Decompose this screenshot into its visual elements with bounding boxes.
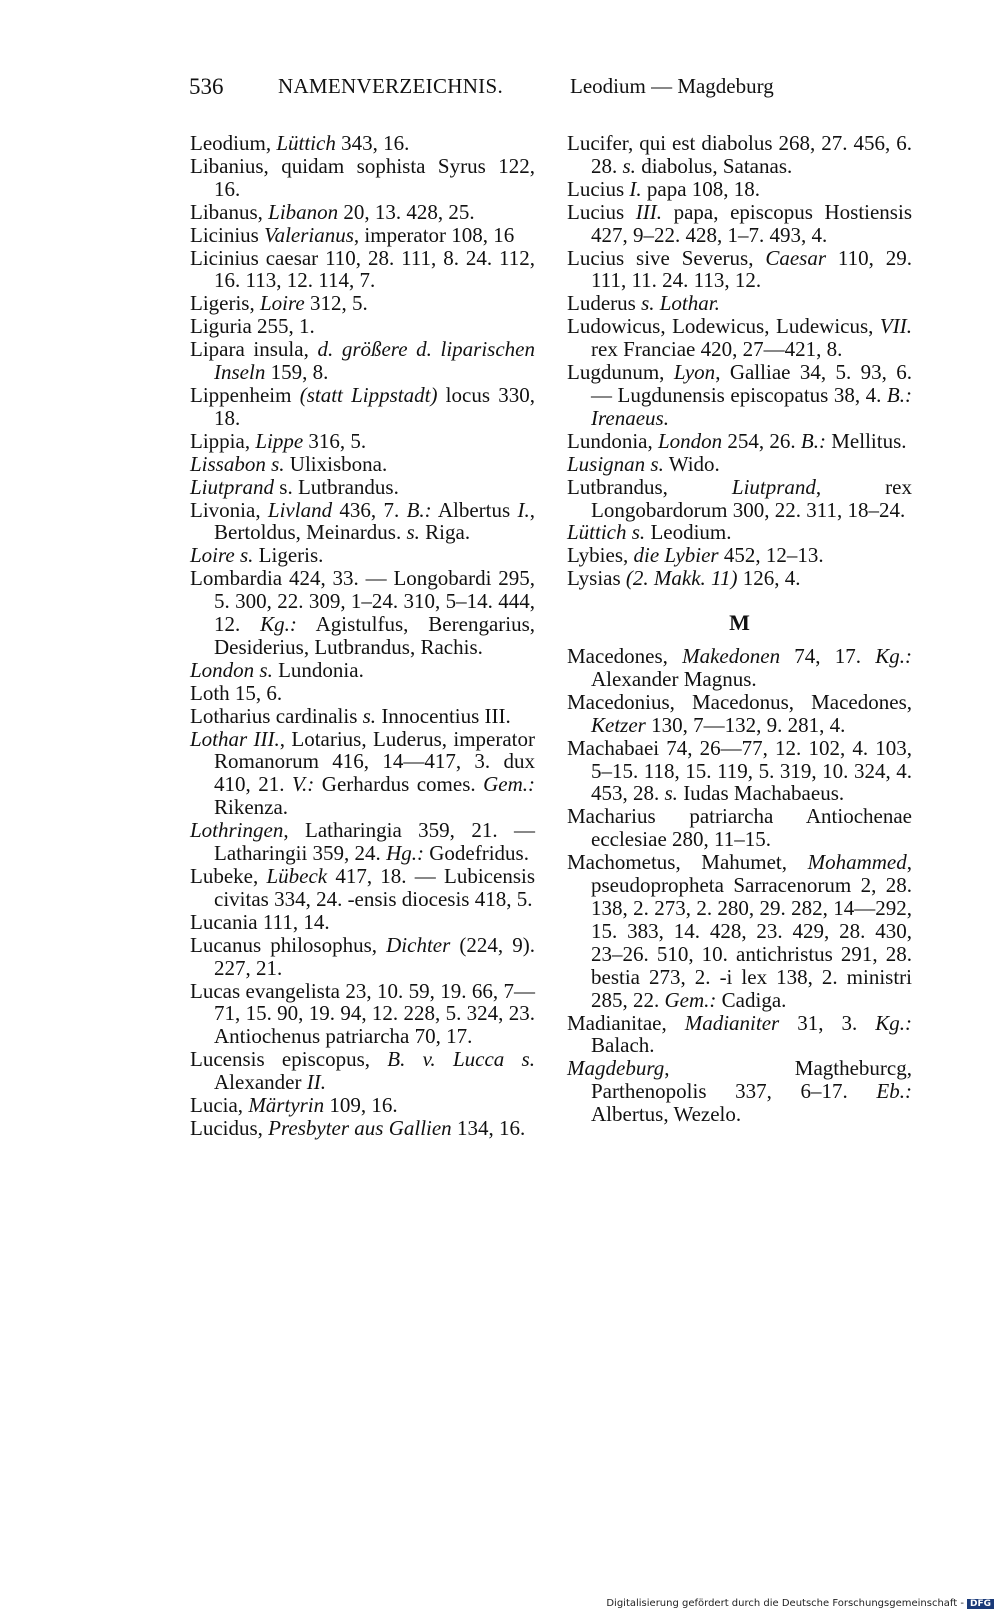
index-entry: Machometus, Mahumet, Mohammed, pseudopropheta Sarracenorum 2, 28. 138, 2. 273, 2. 280, 29. 282, 14—292, 15. 383, 14. 428, 23. 429, 28. 430, 23–26. 510, 10. antichristus 291, 28. bestia 273, 2. -i lex 138, 2. ministri 285, 22. Gem.: Cadiga.: [567, 850, 912, 1012]
index-entry: Machabaei 74, 26—77, 12. 102, 4. 103, 5–15. 118, 15. 119, 5. 319, 10. 324, 4. 453, 28. s. Iudas Machabaeus.: [567, 735, 912, 806]
index-entry: Lipara insula, d. größere d. liparischen Inseln 159, 8.: [190, 337, 535, 385]
index-entry: Lucius III. papa, episcopus Hostiensis 427, 9–22. 428, 1–7. 493, 4.: [567, 199, 912, 247]
index-entry: Lucia, Märtyrin 109, 16.: [190, 1093, 398, 1118]
index-entry: Lippenheim (statt Lippstadt) locus 330, 18.: [190, 382, 535, 430]
index-entry: Liguria 255, 1.: [190, 314, 315, 339]
right-column-m-entries: [567, 645, 912, 1126]
index-entry: Lucas evangelista 23, 10. 59, 19. 66, 7—71, 15. 90, 19. 94, 12. 228, 5. 324, 23. Antiochenus patriarcha 70, 17.: [190, 978, 535, 1049]
index-entry: Liutprand s. Lutbrandus.: [190, 474, 399, 499]
index-entry: Lucensis episcopus, B. v. Lucca s. Alexander II.: [190, 1047, 535, 1095]
index-entry: Lucanus philosophus, Dichter (224, 9). 227, 21.: [190, 932, 535, 980]
running-title: NAMENVERZEICHNIS.: [278, 74, 504, 98]
index-entry: Lissabon s. Ulixisbona.: [190, 451, 388, 476]
index-entry: Lybies, die Lybier 452, 12–13.: [567, 543, 824, 568]
right-column: [567, 132, 912, 1126]
running-range: Leodium — Magdeburg: [570, 74, 774, 98]
index-entry: Lucius I. papa 108, 18.: [567, 176, 761, 201]
index-entry: Macedones, Makedonen 74, 17. Kg.: Alexander Magnus.: [567, 644, 912, 691]
digitization-footer: [606, 1598, 994, 1609]
index-entry: Livonia, Livland 436, 7. B.: Albertus I., Bertoldus, Meinardus. s. Riga.: [190, 497, 535, 545]
index-entry: Lysias (2. Makk. 11) 126, 4.: [567, 566, 801, 591]
index-entry: Macedonius, Macedonus, Macedones, Ketzer 130, 7—132, 9. 281, 4.: [567, 689, 912, 737]
index-entry: Madianitae, Madianiter 31, 3. Kg.: Balach.: [567, 1010, 912, 1058]
index-entry: Lugdunum, Lyon, Galliae 34, 5. 93, 6. — Lugdunensis episcopatus 38, 4. B.: Irenaeus.: [567, 360, 912, 430]
index-entry: Loire s. Ligeris.: [190, 543, 324, 568]
index-entry: Luderus s. Lothar.: [567, 291, 720, 316]
index-entry: Libanius, quidam sophista Syrus 122, 16.: [190, 153, 535, 201]
index-entry: Licinius caesar 110, 28. 111, 8. 24. 112, 16. 113, 12. 114, 7.: [190, 245, 535, 293]
index-entry: Lundonia, London 254, 26. B.: Mellitus.: [567, 428, 907, 453]
section-heading-m: M: [729, 610, 750, 636]
page-number: 536: [189, 74, 224, 99]
index-entry: Lombardia 424, 33. — Longobardi 295, 5. 300, 22. 309, 1–24. 310, 5–14. 444, 12. Kg.: Agistulfus, Berengarius, Desiderius, Lutbrandus, Rachis.: [190, 566, 536, 659]
index-entry: Lucius sive Severus, Caesar 110, 29. 111, 11. 24. 113, 12.: [567, 245, 912, 293]
index-entry: Lothringen, Latharingia 359, 21. — Latharingii 359, 24. Hg.: Godefridus.: [190, 818, 535, 866]
footer-text: Digitalisierung gefördert durch die Deutsche Forschungsgemeinschaft -: [606, 1598, 964, 1609]
index-entry: Licinius Valerianus, imperator 108, 16: [190, 222, 515, 247]
index-entry: Lothar III., Lotarius, Luderus, imperator Romanorum 416, 14—417, 3. dux 410, 21. V.: Gerhardus comes. Gem.: Rikenza.: [190, 726, 535, 820]
index-entry: Lotharius cardinalis s. Innocentius III.: [190, 703, 511, 728]
index-entry: Lucania 111, 14.: [190, 909, 330, 934]
index-entry: Ligeris, Loire 312, 5.: [190, 291, 368, 316]
index-entry: Lucidus, Presbyter aus Gallien 134, 16.: [190, 1115, 526, 1140]
index-entry: Loth 15, 6.: [190, 680, 283, 705]
index-entry: Lutbrandus, Liutprand, rex Longobardorum 300, 22. 311, 18–24.: [567, 474, 912, 522]
index-entry: Libanus, Libanon 20, 13. 428, 25.: [190, 199, 475, 224]
index-entry: Macharius patriarcha Antiochenae ecclesiae 280, 11–15.: [567, 804, 912, 852]
index-entry: Lippia, Lippe 316, 5.: [190, 428, 367, 453]
index-entry: London s. Lundonia.: [190, 657, 364, 682]
index-entry: Lubeke, Lübeck 417, 18. — Lubicensis civitas 334, 24. -ensis diocesis 418, 5.: [190, 864, 535, 911]
index-entry: Lusignan s. Wido.: [567, 451, 720, 476]
index-entry: Ludowicus, Lodewicus, Ludewicus, VII. rex Franciae 420, 27—421, 8.: [567, 314, 912, 362]
index-entry: Lucifer, qui est diabolus 268, 27. 456, 6. 28. s. diabolus, Satanas.: [567, 131, 912, 178]
index-entry: Leodium, Lüttich 343, 16.: [190, 131, 410, 155]
index-entry: Magdeburg, Magtheburcg, Parthenopolis 337, 6–17. Eb.: Albertus, Wezelo.: [567, 1056, 912, 1127]
index-entry: Lüttich s. Leodium.: [567, 520, 732, 545]
right-column-l-entries: [567, 132, 912, 590]
dfg-logo: DFG: [967, 1599, 994, 1609]
left-column: [190, 132, 535, 1140]
